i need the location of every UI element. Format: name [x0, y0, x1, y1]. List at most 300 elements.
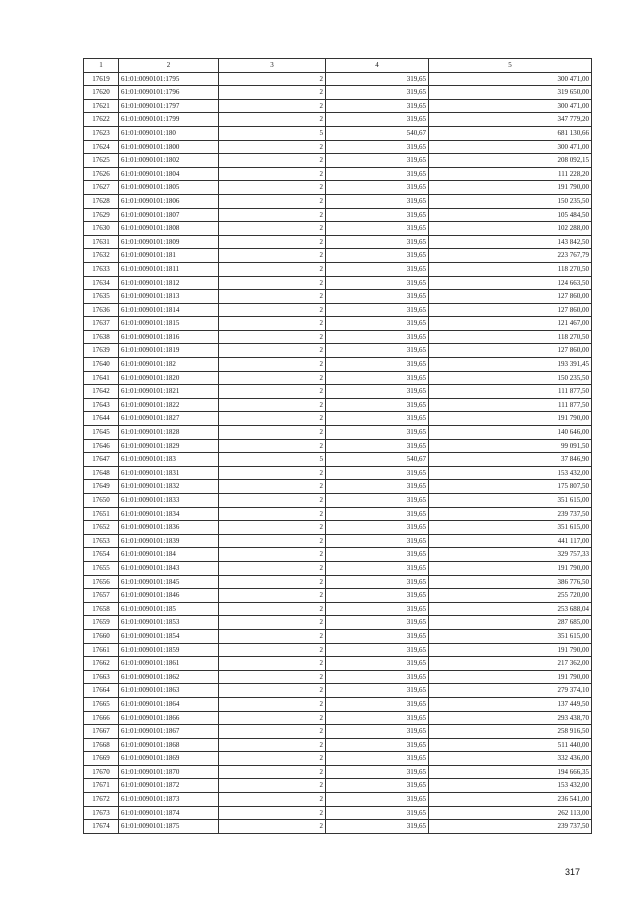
cadastral-number-cell: 61:01:0090101:1819 — [119, 344, 219, 358]
column-3-cell: 2 — [219, 86, 326, 100]
column-4-cell: 319,65 — [326, 643, 429, 657]
row-number-cell: 17642 — [84, 385, 119, 399]
cadastral-number-cell: 61:01:0090101:180 — [119, 126, 219, 140]
column-4-cell: 319,65 — [326, 561, 429, 575]
column-3-cell: 2 — [219, 765, 326, 779]
column-4-cell: 319,65 — [326, 140, 429, 154]
table-row — [84, 181, 592, 195]
table-row — [84, 317, 592, 331]
header-cell-3: 3 — [219, 59, 326, 73]
cadastral-number-cell: 61:01:0090101:1822 — [119, 398, 219, 412]
cadastral-number-cell: 61:01:0090101:1832 — [119, 480, 219, 494]
cadastral-number-cell: 61:01:0090101:1875 — [119, 820, 219, 834]
column-5-cell: 329 757,33 — [429, 548, 592, 562]
row-number-cell: 17630 — [84, 222, 119, 236]
column-5-cell: 37 846,90 — [429, 453, 592, 467]
column-4-cell: 319,65 — [326, 494, 429, 508]
column-4-cell: 319,65 — [326, 521, 429, 535]
column-5-cell: 193 391,45 — [429, 358, 592, 372]
table-row — [84, 426, 592, 440]
column-3-cell: 2 — [219, 303, 326, 317]
column-5-cell: 279 374,10 — [429, 684, 592, 698]
column-5-cell: 300 471,00 — [429, 140, 592, 154]
cadastral-number-cell: 61:01:0090101:1811 — [119, 262, 219, 276]
column-3-cell: 2 — [219, 262, 326, 276]
row-number-cell: 17648 — [84, 466, 119, 480]
table-row — [84, 86, 592, 100]
column-4-cell: 319,65 — [326, 358, 429, 372]
column-5-cell: 293 438,70 — [429, 711, 592, 725]
column-3-cell: 5 — [219, 126, 326, 140]
table-row — [84, 507, 592, 521]
row-number-cell: 17674 — [84, 820, 119, 834]
table-row — [84, 154, 592, 168]
column-3-cell: 2 — [219, 276, 326, 290]
column-4-cell: 319,65 — [326, 99, 429, 113]
cadastral-number-cell: 61:01:0090101:1796 — [119, 86, 219, 100]
row-number-cell: 17620 — [84, 86, 119, 100]
cadastral-number-cell: 61:01:0090101:1866 — [119, 711, 219, 725]
cadastral-number-cell: 61:01:0090101:182 — [119, 358, 219, 372]
column-4-cell: 319,65 — [326, 779, 429, 793]
cadastral-number-cell: 61:01:0090101:1828 — [119, 426, 219, 440]
table-row — [84, 820, 592, 834]
column-5-cell: 153 432,00 — [429, 779, 592, 793]
table-row — [84, 385, 592, 399]
column-4-cell: 319,65 — [326, 534, 429, 548]
table-row — [84, 126, 592, 140]
cadastral-number-cell: 61:01:0090101:1795 — [119, 72, 219, 86]
column-5-cell: 140 646,00 — [429, 426, 592, 440]
cadastral-number-cell: 61:01:0090101:1836 — [119, 521, 219, 535]
row-number-cell: 17670 — [84, 765, 119, 779]
column-3-cell: 2 — [219, 507, 326, 521]
column-3-cell: 2 — [219, 670, 326, 684]
column-4-cell: 319,65 — [326, 820, 429, 834]
column-4-cell: 319,65 — [326, 113, 429, 127]
column-5-cell: 99 091,50 — [429, 439, 592, 453]
column-5-cell: 194 666,35 — [429, 765, 592, 779]
row-number-cell: 17669 — [84, 752, 119, 766]
column-3-cell: 2 — [219, 385, 326, 399]
column-3-cell: 2 — [219, 684, 326, 698]
table-row — [84, 643, 592, 657]
column-3-cell: 2 — [219, 589, 326, 603]
column-5-cell: 236 541,00 — [429, 793, 592, 807]
cadastral-number-cell: 61:01:0090101:184 — [119, 548, 219, 562]
cadastral-number-cell: 61:01:0090101:1814 — [119, 303, 219, 317]
row-number-cell: 17658 — [84, 602, 119, 616]
table-row — [84, 806, 592, 820]
column-5-cell: 191 790,00 — [429, 670, 592, 684]
column-3-cell: 2 — [219, 99, 326, 113]
row-number-cell: 17661 — [84, 643, 119, 657]
row-number-cell: 17622 — [84, 113, 119, 127]
column-5-cell: 127 860,00 — [429, 344, 592, 358]
cadastral-number-cell: 61:01:0090101:1869 — [119, 752, 219, 766]
cadastral-number-cell: 61:01:0090101:183 — [119, 453, 219, 467]
column-4-cell: 319,65 — [326, 602, 429, 616]
row-number-cell: 17633 — [84, 262, 119, 276]
cadastral-number-cell: 61:01:0090101:1808 — [119, 222, 219, 236]
column-4-cell: 319,65 — [326, 616, 429, 630]
table-row — [84, 99, 592, 113]
table-row — [84, 711, 592, 725]
table-row — [84, 262, 592, 276]
table-row — [84, 697, 592, 711]
table-row — [84, 167, 592, 181]
column-5-cell: 239 737,50 — [429, 507, 592, 521]
column-4-cell: 319,65 — [326, 765, 429, 779]
data-table — [83, 58, 592, 834]
column-5-cell: 124 663,50 — [429, 276, 592, 290]
table-row — [84, 725, 592, 739]
column-5-cell: 347 779,20 — [429, 113, 592, 127]
cadastral-number-cell: 61:01:0090101:1872 — [119, 779, 219, 793]
table-row — [84, 602, 592, 616]
column-3-cell: 2 — [219, 711, 326, 725]
cadastral-number-cell: 61:01:0090101:1821 — [119, 385, 219, 399]
table-row — [84, 561, 592, 575]
column-3-cell: 2 — [219, 657, 326, 671]
row-number-cell: 17673 — [84, 806, 119, 820]
column-5-cell: 255 720,00 — [429, 589, 592, 603]
cadastral-number-cell: 61:01:0090101:1802 — [119, 154, 219, 168]
column-3-cell: 2 — [219, 602, 326, 616]
row-number-cell: 17647 — [84, 453, 119, 467]
column-5-cell: 217 362,00 — [429, 657, 592, 671]
column-4-cell: 319,65 — [326, 222, 429, 236]
column-4-cell: 319,65 — [326, 507, 429, 521]
cadastral-number-cell: 61:01:0090101:1797 — [119, 99, 219, 113]
table-row — [84, 140, 592, 154]
column-3-cell: 2 — [219, 793, 326, 807]
row-number-cell: 17662 — [84, 657, 119, 671]
column-4-cell: 319,65 — [326, 303, 429, 317]
column-4-cell: 319,65 — [326, 249, 429, 263]
row-number-cell: 17641 — [84, 371, 119, 385]
table-row — [84, 371, 592, 385]
row-number-cell: 17645 — [84, 426, 119, 440]
column-3-cell: 5 — [219, 453, 326, 467]
cadastral-number-cell: 61:01:0090101:1829 — [119, 439, 219, 453]
column-4-cell: 319,65 — [326, 439, 429, 453]
column-4-cell: 319,65 — [326, 793, 429, 807]
column-3-cell: 2 — [219, 344, 326, 358]
table-row — [84, 629, 592, 643]
column-4-cell: 540,67 — [326, 126, 429, 140]
column-5-cell: 150 235,50 — [429, 194, 592, 208]
table-row — [84, 589, 592, 603]
table-row — [84, 521, 592, 535]
column-3-cell: 2 — [219, 167, 326, 181]
column-5-cell: 223 767,79 — [429, 249, 592, 263]
table-row — [84, 466, 592, 480]
header-cell-5: 5 — [429, 59, 592, 73]
column-5-cell: 253 688,04 — [429, 602, 592, 616]
cadastral-number-cell: 61:01:0090101:1862 — [119, 670, 219, 684]
column-3-cell: 2 — [219, 534, 326, 548]
column-3-cell: 2 — [219, 426, 326, 440]
table-row — [84, 222, 592, 236]
table-row — [84, 249, 592, 263]
column-5-cell: 287 685,00 — [429, 616, 592, 630]
table-row — [84, 657, 592, 671]
row-number-cell: 17625 — [84, 154, 119, 168]
row-number-cell: 17639 — [84, 344, 119, 358]
header-row — [84, 59, 592, 73]
column-5-cell: 351 615,00 — [429, 629, 592, 643]
column-5-cell: 258 916,50 — [429, 725, 592, 739]
column-4-cell: 319,65 — [326, 154, 429, 168]
header-cell-4: 4 — [326, 59, 429, 73]
column-4-cell: 319,65 — [326, 385, 429, 399]
cadastral-number-cell: 61:01:0090101:1806 — [119, 194, 219, 208]
row-number-cell: 17665 — [84, 697, 119, 711]
column-3-cell: 2 — [219, 412, 326, 426]
column-3-cell: 2 — [219, 222, 326, 236]
cadastral-number-cell: 61:01:0090101:1870 — [119, 765, 219, 779]
column-4-cell: 319,65 — [326, 398, 429, 412]
table-row — [84, 765, 592, 779]
column-3-cell: 2 — [219, 561, 326, 575]
row-number-cell: 17621 — [84, 99, 119, 113]
cadastral-number-cell: 61:01:0090101:1807 — [119, 208, 219, 222]
cadastral-number-cell: 61:01:0090101:1867 — [119, 725, 219, 739]
table-row — [84, 113, 592, 127]
table-row — [84, 330, 592, 344]
row-number-cell: 17643 — [84, 398, 119, 412]
table-row — [84, 344, 592, 358]
table-row — [84, 290, 592, 304]
cadastral-number-cell: 61:01:0090101:1805 — [119, 181, 219, 195]
row-number-cell: 17663 — [84, 670, 119, 684]
table-row — [84, 412, 592, 426]
cadastral-number-cell: 61:01:0090101:1816 — [119, 330, 219, 344]
page-number: 317 — [565, 867, 581, 877]
column-4-cell: 319,65 — [326, 412, 429, 426]
row-number-cell: 17619 — [84, 72, 119, 86]
column-4-cell: 319,65 — [326, 330, 429, 344]
row-number-cell: 17650 — [84, 494, 119, 508]
column-5-cell: 191 790,00 — [429, 412, 592, 426]
table-row — [84, 235, 592, 249]
column-5-cell: 111 228,20 — [429, 167, 592, 181]
column-5-cell: 191 790,00 — [429, 561, 592, 575]
column-3-cell: 2 — [219, 290, 326, 304]
column-5-cell: 191 790,00 — [429, 181, 592, 195]
column-4-cell: 319,65 — [326, 208, 429, 222]
column-4-cell: 540,67 — [326, 453, 429, 467]
row-number-cell: 17657 — [84, 589, 119, 603]
cadastral-number-cell: 61:01:0090101:1843 — [119, 561, 219, 575]
row-number-cell: 17640 — [84, 358, 119, 372]
column-3-cell: 2 — [219, 317, 326, 331]
cadastral-number-cell: 61:01:0090101:1812 — [119, 276, 219, 290]
table-row — [84, 276, 592, 290]
column-3-cell: 2 — [219, 358, 326, 372]
column-5-cell: 319 650,00 — [429, 86, 592, 100]
table-row — [84, 439, 592, 453]
column-3-cell: 2 — [219, 725, 326, 739]
column-3-cell: 2 — [219, 466, 326, 480]
cadastral-number-cell: 61:01:0090101:1853 — [119, 616, 219, 630]
column-4-cell: 319,65 — [326, 670, 429, 684]
column-4-cell: 319,65 — [326, 344, 429, 358]
row-number-cell: 17634 — [84, 276, 119, 290]
cadastral-number-cell: 61:01:0090101:1846 — [119, 589, 219, 603]
row-number-cell: 17627 — [84, 181, 119, 195]
column-4-cell: 319,65 — [326, 262, 429, 276]
row-number-cell: 17654 — [84, 548, 119, 562]
row-number-cell: 17652 — [84, 521, 119, 535]
column-5-cell: 111 877,50 — [429, 398, 592, 412]
table-row — [84, 738, 592, 752]
column-3-cell: 2 — [219, 235, 326, 249]
column-5-cell: 127 860,00 — [429, 290, 592, 304]
row-number-cell: 17631 — [84, 235, 119, 249]
header-cell-1: 1 — [84, 59, 119, 73]
cadastral-number-cell: 61:01:0090101:1813 — [119, 290, 219, 304]
column-3-cell: 2 — [219, 208, 326, 222]
column-3-cell: 2 — [219, 439, 326, 453]
column-4-cell: 319,65 — [326, 276, 429, 290]
column-5-cell: 143 842,50 — [429, 235, 592, 249]
cadastral-number-cell: 61:01:0090101:1859 — [119, 643, 219, 657]
column-5-cell: 441 117,00 — [429, 534, 592, 548]
column-3-cell: 2 — [219, 738, 326, 752]
column-3-cell: 2 — [219, 154, 326, 168]
row-number-cell: 17660 — [84, 629, 119, 643]
column-5-cell: 191 790,00 — [429, 643, 592, 657]
column-4-cell: 319,65 — [326, 575, 429, 589]
column-4-cell: 319,65 — [326, 167, 429, 181]
row-number-cell: 17632 — [84, 249, 119, 263]
row-number-cell: 17649 — [84, 480, 119, 494]
column-3-cell: 2 — [219, 480, 326, 494]
column-5-cell: 175 807,50 — [429, 480, 592, 494]
table-row — [84, 670, 592, 684]
table-header — [84, 59, 592, 73]
row-number-cell: 17637 — [84, 317, 119, 331]
column-5-cell: 511 440,00 — [429, 738, 592, 752]
column-3-cell: 2 — [219, 249, 326, 263]
column-4-cell: 319,65 — [326, 725, 429, 739]
row-number-cell: 17672 — [84, 793, 119, 807]
row-number-cell: 17659 — [84, 616, 119, 630]
column-5-cell: 386 776,50 — [429, 575, 592, 589]
column-4-cell: 319,65 — [326, 426, 429, 440]
row-number-cell: 17668 — [84, 738, 119, 752]
column-3-cell: 2 — [219, 521, 326, 535]
row-number-cell: 17628 — [84, 194, 119, 208]
column-3-cell: 2 — [219, 629, 326, 643]
column-3-cell: 2 — [219, 113, 326, 127]
column-4-cell: 319,65 — [326, 194, 429, 208]
column-3-cell: 2 — [219, 398, 326, 412]
cadastral-number-cell: 61:01:0090101:1815 — [119, 317, 219, 331]
table-row — [84, 548, 592, 562]
column-3-cell: 2 — [219, 548, 326, 562]
table-row — [84, 480, 592, 494]
column-4-cell: 319,65 — [326, 86, 429, 100]
cadastral-number-cell: 61:01:0090101:1799 — [119, 113, 219, 127]
cadastral-number-cell: 61:01:0090101:1820 — [119, 371, 219, 385]
row-number-cell: 17646 — [84, 439, 119, 453]
column-4-cell: 319,65 — [326, 806, 429, 820]
table-row — [84, 72, 592, 86]
column-5-cell: 105 484,50 — [429, 208, 592, 222]
column-5-cell: 300 471,00 — [429, 72, 592, 86]
column-5-cell: 208 092,15 — [429, 154, 592, 168]
column-5-cell: 102 288,00 — [429, 222, 592, 236]
row-number-cell: 17626 — [84, 167, 119, 181]
column-3-cell: 2 — [219, 697, 326, 711]
table-row — [84, 398, 592, 412]
table-row — [84, 194, 592, 208]
column-4-cell: 319,65 — [326, 290, 429, 304]
column-4-cell: 319,65 — [326, 657, 429, 671]
row-number-cell: 17664 — [84, 684, 119, 698]
cadastral-number-cell: 61:01:0090101:1863 — [119, 684, 219, 698]
column-4-cell: 319,65 — [326, 72, 429, 86]
column-4-cell: 319,65 — [326, 317, 429, 331]
column-3-cell: 2 — [219, 140, 326, 154]
row-number-cell: 17644 — [84, 412, 119, 426]
column-5-cell: 127 860,00 — [429, 303, 592, 317]
row-number-cell: 17623 — [84, 126, 119, 140]
column-5-cell: 351 615,00 — [429, 521, 592, 535]
column-5-cell: 111 877,50 — [429, 385, 592, 399]
column-3-cell: 2 — [219, 779, 326, 793]
column-5-cell: 262 113,00 — [429, 806, 592, 820]
column-4-cell: 319,65 — [326, 589, 429, 603]
cadastral-number-cell: 61:01:0090101:1809 — [119, 235, 219, 249]
table-row — [84, 575, 592, 589]
cadastral-number-cell: 61:01:0090101:1833 — [119, 494, 219, 508]
cadastral-number-cell: 61:01:0090101:1861 — [119, 657, 219, 671]
column-5-cell: 332 436,00 — [429, 752, 592, 766]
column-5-cell: 239 737,50 — [429, 820, 592, 834]
column-3-cell: 2 — [219, 575, 326, 589]
table-row — [84, 494, 592, 508]
table-row — [84, 793, 592, 807]
column-3-cell: 2 — [219, 181, 326, 195]
column-5-cell: 118 270,50 — [429, 330, 592, 344]
table-row — [84, 303, 592, 317]
column-3-cell: 2 — [219, 820, 326, 834]
table-row — [84, 752, 592, 766]
cadastral-number-cell: 61:01:0090101:1854 — [119, 629, 219, 643]
column-4-cell: 319,65 — [326, 548, 429, 562]
cadastral-number-cell: 61:01:0090101:1834 — [119, 507, 219, 521]
row-number-cell: 17629 — [84, 208, 119, 222]
row-number-cell: 17666 — [84, 711, 119, 725]
column-3-cell: 2 — [219, 616, 326, 630]
cadastral-number-cell: 61:01:0090101:181 — [119, 249, 219, 263]
row-number-cell: 17667 — [84, 725, 119, 739]
column-4-cell: 319,65 — [326, 629, 429, 643]
column-4-cell: 319,65 — [326, 711, 429, 725]
cadastral-number-cell: 61:01:0090101:1804 — [119, 167, 219, 181]
column-5-cell: 153 432,00 — [429, 466, 592, 480]
column-5-cell: 137 449,50 — [429, 697, 592, 711]
column-4-cell: 319,65 — [326, 684, 429, 698]
column-3-cell: 2 — [219, 194, 326, 208]
row-number-cell: 17651 — [84, 507, 119, 521]
row-number-cell: 17636 — [84, 303, 119, 317]
column-4-cell: 319,65 — [326, 752, 429, 766]
